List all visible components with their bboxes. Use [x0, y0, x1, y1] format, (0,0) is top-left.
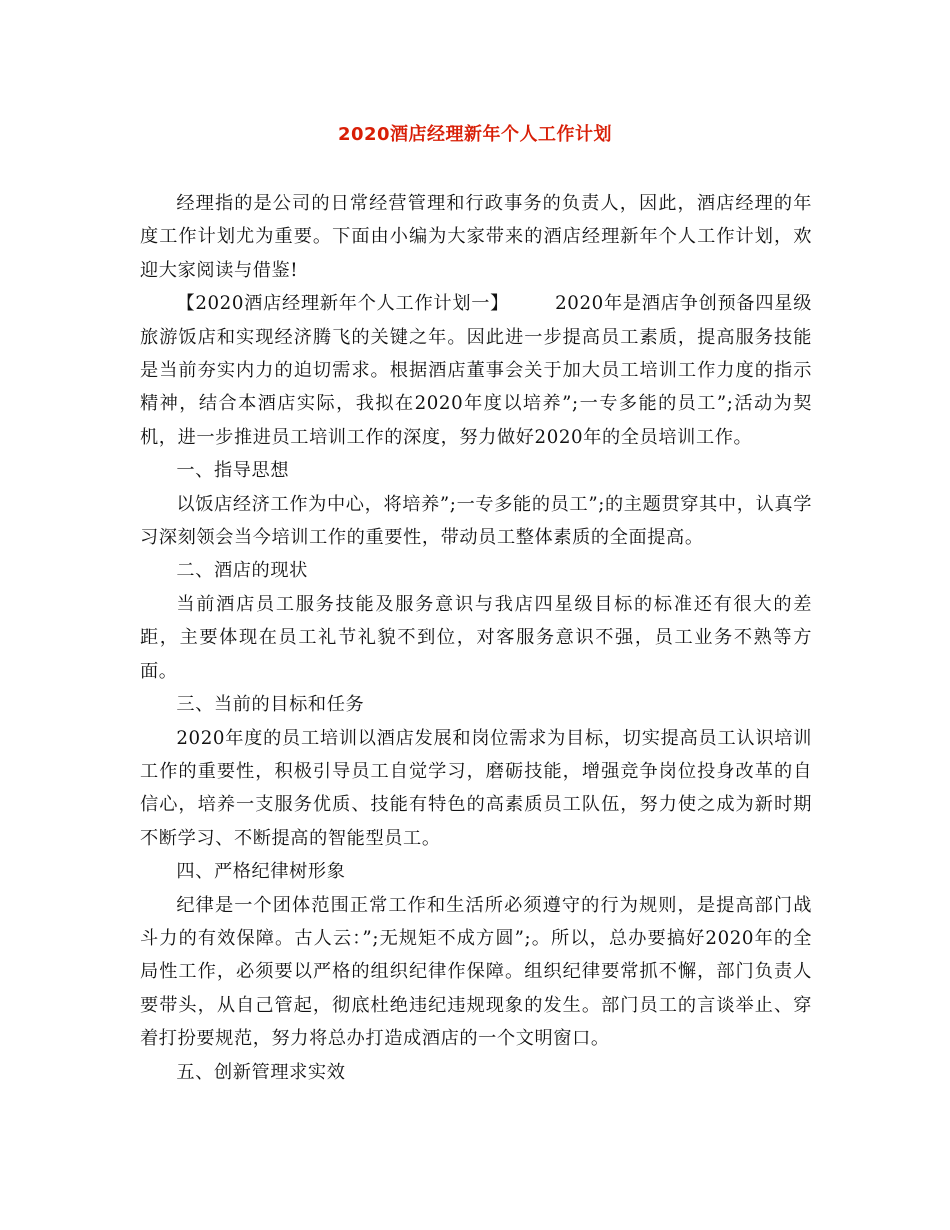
- section-body-2: 当前酒店员工服务技能及服务意识与我店四星级目标的标准还有很大的差距，主要体现在员工礼节礼貌不到位，对客服务意识不强，员工业务不熟等方面。: [140, 593, 812, 682]
- section-heading-2: 二、酒店的现状: [176, 560, 308, 582]
- section-body-1: 以饭店经济工作为中心，将培养”;一专多能的员工”;的主题贯穿其中，认真学习深刻领会当今培训工作的重要性，带动员工整体素质的全面提高。: [140, 493, 812, 549]
- section-body-4: 纪律是一个团体范围正常工作和生活所必须遵守的行为规则，是提高部门战斗力的有效保障。古人云：”;无规矩不成方圆”;。所以，总办要搞好2020年的全局性工作，必须要以严格的组织纪律作保障。组织纪律要常抓不懈，部门负责人要带头，从自己管起，彻底杜绝违纪违规现象的发生。部门员工的言谈举止、穿着打扮要规范，努力将总办打造成酒店的一个文明窗口。: [140, 894, 812, 1050]
- section-heading-1: 一、指导思想: [176, 460, 290, 482]
- plan-paragraph: [140, 287, 812, 454]
- document-body: [140, 187, 812, 1089]
- section-heading-4: 四、严格纪律树形象: [176, 861, 346, 883]
- document-title: 2020酒店经理新年个人工作计划: [337, 124, 613, 145]
- section-body-3: 2020年度的员工培训以酒店发展和岗位需求为目标，切实提高员工认识培训工作的重要性，积极引导员工自觉学习，磨砺技能，增强竞争岗位投身改革的自信心，培养一支服务优质、技能有特色的高素质员工队伍，努力使之成为新时期不断学习、不断提高的智能型员工。: [140, 727, 812, 849]
- plan-intro: 2020年是酒店争创预备四星级旅游饭店和实现经济腾飞的关键之年。因此进一步提高员工素质，提高服务技能是当前夯实内力的迫切需求。根据酒店董事会关于加大员工培训工作力度的指示精神，结合本酒店实际，我拟在2020年度以培养”;一专多能的员工”;活动为契机，进一步推进员工培训工作的深度，努力做好2020年的全员培训工作。: [140, 293, 813, 448]
- section-heading-5: 五、创新管理求实效: [176, 1061, 346, 1083]
- plan-label: 【2020酒店经理新年个人工作计划一】: [176, 293, 510, 315]
- section-heading-3: 三、当前的目标和任务: [176, 694, 365, 716]
- intro-paragraph: 经理指的是公司的日常经营管理和行政事务的负责人，因此，酒店经理的年度工作计划尤为重要。下面由小编为大家带来的酒店经理新年个人工作计划，欢迎大家阅读与借鉴!: [140, 193, 812, 281]
